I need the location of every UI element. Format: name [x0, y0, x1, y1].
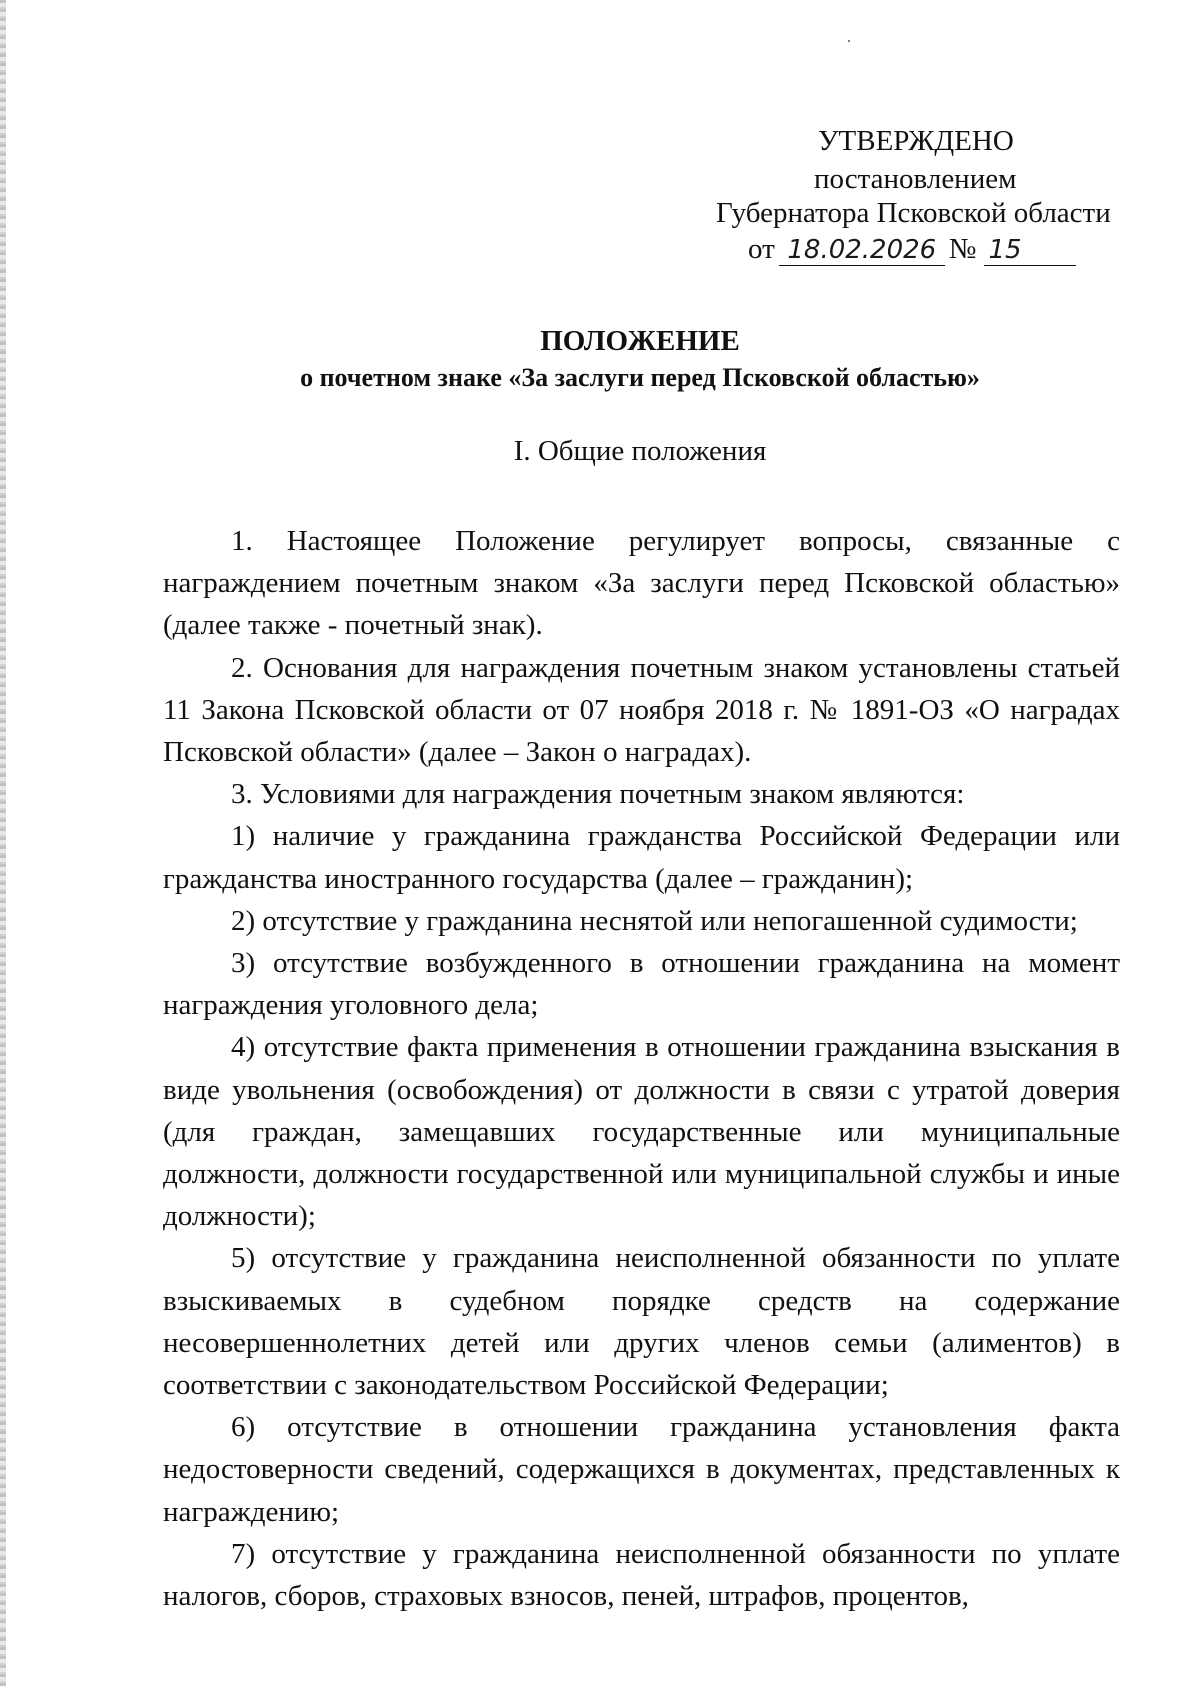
document-body: [163, 520, 1120, 1617]
document-subtitle: о почетном знаке «За заслуги перед Псковской областью»: [300, 363, 980, 392]
paragraph-1: 1. Настоящее Положение регулирует вопросы, связанные с награждением почетным знаком «За заслуги перед Псковской областью» (далее также - почетный знак).: [163, 525, 1120, 642]
approval-by: постановлением: [814, 163, 1017, 195]
section-heading: I. Общие положения: [513, 435, 767, 467]
approval-status: УТВЕРЖДЕНО: [818, 125, 1014, 157]
condition-6: 6) отсутствие в отношении гражданина установления факта недостоверности сведений, содержащихся в документах, представленных к награждению;: [163, 1411, 1120, 1528]
handwritten-number: 15: [984, 235, 1076, 266]
approval-authority: Губернатора Псковской области: [716, 197, 1111, 229]
condition-7: 7) отсутствие у гражданина неисполненной обязанности по уплате налогов, сборов, страховых взносов, пеней, штрафов, процентов,: [163, 1537, 1120, 1613]
approval-date-line: [748, 230, 1076, 268]
condition-4: 4) отсутствие факта применения в отношении гражданина взыскания в виде увольнения (освобождения) от должности в связи с утратой доверия (для граждан, замещавших государственные или муниципальные должности, должности государственной или муниципальной службы и иные должности);: [163, 1031, 1120, 1233]
paragraph-3: 3. Условиями для награждения почетным знаком являются:: [231, 778, 965, 811]
scan-speck: [848, 40, 850, 42]
scan-edge: [0, 0, 6, 1686]
document-title: ПОЛОЖЕНИЕ: [540, 325, 740, 357]
number-prefix: №: [948, 233, 977, 265]
condition-2: 2) отсутствие у гражданина неснятой или непогашенной судимости;: [231, 904, 1078, 937]
condition-3: 3) отсутствие возбужденного в отношении гражданина на момент награждения уголовного дела;: [163, 947, 1120, 1022]
condition-5: 5) отсутствие у гражданина неисполненной обязанности по уплате взыскиваемых в судебном порядке средств на содержание несовершеннолетних детей или других членов семьи (алиментов) в соответствии с законодательством Российской Федерации;: [163, 1242, 1120, 1402]
paragraph-2: 2. Основания для награждения почетным знаком установлены статьей 11 Закона Псковской области от 07 ноября 2018 г. № 1891-ОЗ «О наградах Псковской области» (далее – Закон о наградах).: [163, 651, 1120, 769]
condition-1: 1) наличие у гражданина гражданства Российской Федерации или гражданства иностранного государства (далее – гражданин);: [163, 820, 1120, 895]
date-prefix: от: [748, 233, 775, 265]
handwritten-date: 18.02.2026: [779, 235, 945, 266]
